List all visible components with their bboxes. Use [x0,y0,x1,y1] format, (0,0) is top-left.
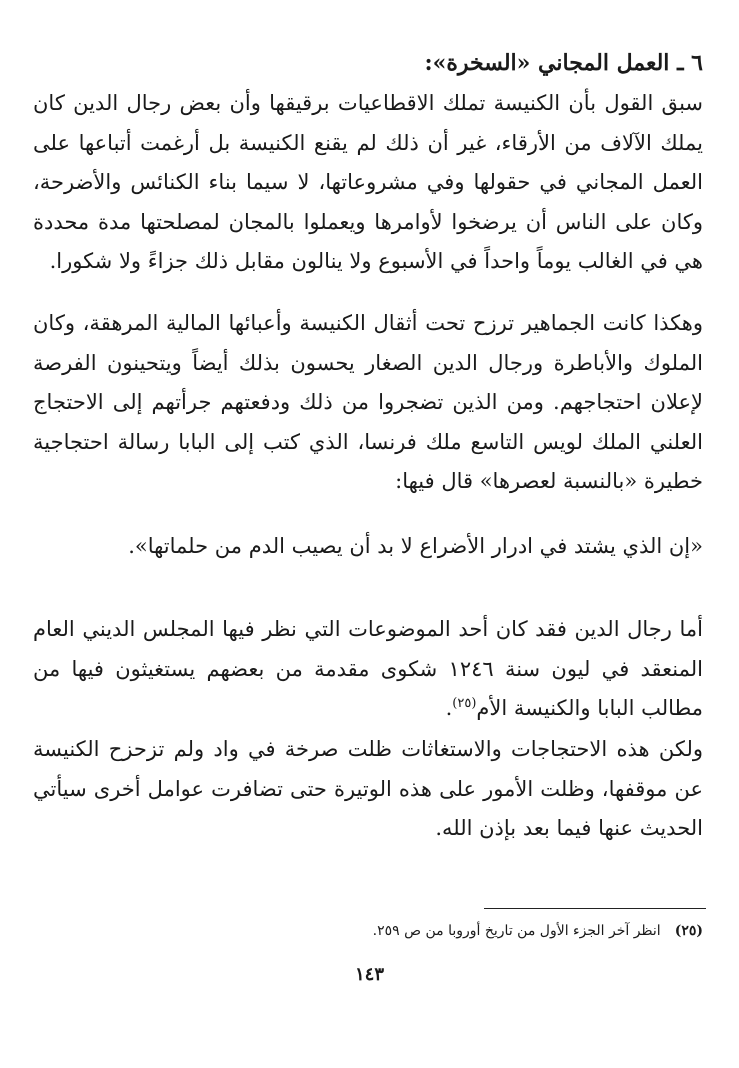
paragraph-forced-labor: سبق القول بأن الكنيسة تملك الاقطاعيات برقيقها وأن بعض رجال الدين كان يملك الآلاف من الأرقاء، غير أن ذلك لم يقنع الكنيسة بل أرغمت أتباعها على العمل المجاني في حقولها وفي مشروعاتها، لا سيما بناء الكنائس والأضرحة، وكان على الناس أن يرضخوا لأوامرها ويعملوا بالمجان لمصلحتها مدة محددة هي في الغالب يوماً واحداً في الأسبوع ولا ينالون مقابل ذلك جزاءً ولا شكورا. [33,91,703,273]
paragraph-conclusion: ولكن هذه الاحتجاجات والاستغاثات ظلت صرخة في واد ولم تزحزح الكنيسة عن موقفها، وظلت الأمور على هذه الوتيرة حتى تضافرت عوامل أخرى سيأتي الحديث عنها فيما بعد بإذن الله. [33,737,703,840]
footnote-separator [484,908,706,909]
section-heading: ٦ ـ العمل المجاني «السخرة»: [424,50,703,76]
council-text: أما رجال الدين فقد كان أحد الموضوعات التي نظر فيها المجلس الديني العام المنعقد في ليون سنة ١٢٤٦ شكوى مقدمة من بعضهم يستغيثون فيها من مطالب البابا والكنيسة الأم [33,617,703,720]
paragraph-protests: وهكذا كانت الجماهير ترزح تحت أثقال الكنيسة وأعبائها المالية المرهقة، وكان الملوك والأباطرة ورجال الدين الصغار يحسون بذلك أيضاً ويتحينون الفرصة لإعلان احتجاجهم. ومن الذين تضجروا من ذلك ودفعتهم جرأتهم إلى الاحتجاج العلني الملك لويس التاسع ملك فرنسا، الذي كتب إلى البابا رسالة احتجاجية خطيرة «بالنسبة لعصرها» قال فيها: [33,311,703,493]
footnote-marker: (٢٥) [674,923,703,939]
paragraph-king-quote: «إن الذي يشتد في ادرار الأضراع لا بد أن يصيب الدم من حلماتها». [128,534,703,558]
page-number: ١٤٣ [354,964,384,985]
footnote-text: انظر آخر الجزء الأول من تاريخ أوروبا من ص ٢٥٩. [372,923,661,939]
paragraph-council-of-lyon [33,610,703,729]
footnote [33,920,703,942]
council-period: . [445,696,453,720]
footnote-reference: (٢٥) [452,696,477,711]
